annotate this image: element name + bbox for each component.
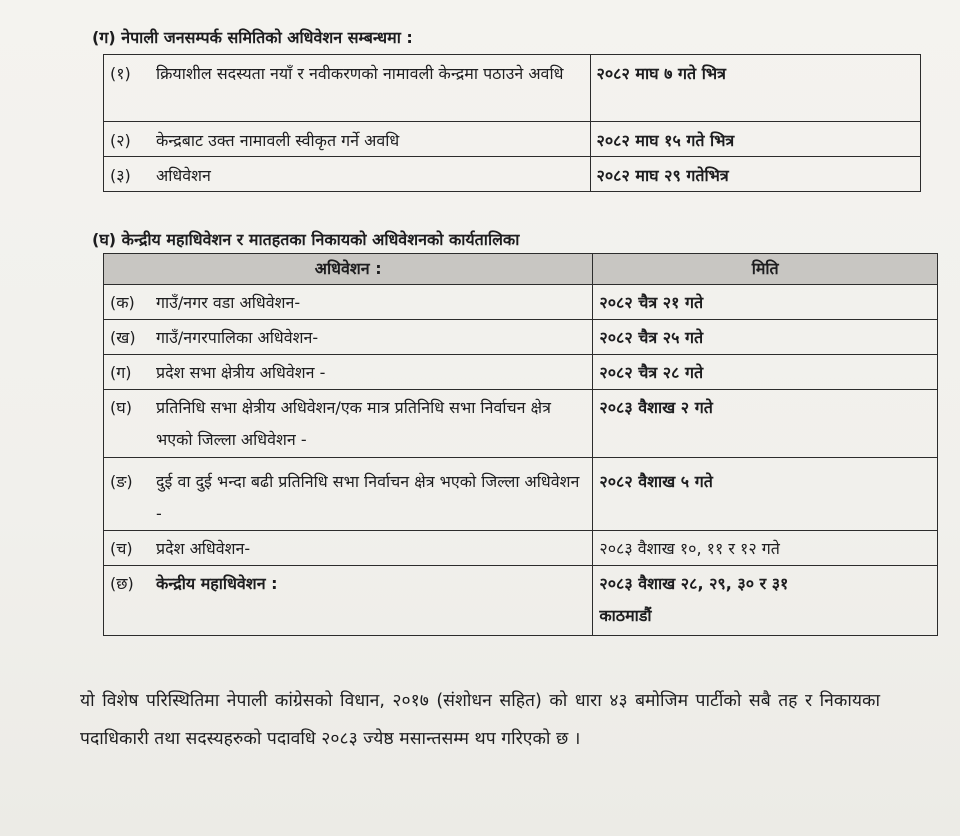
table-row — [104, 531, 938, 566]
activity-cell — [104, 458, 593, 531]
row-text: प्रतिनिधि सभा क्षेत्रीय अधिवेशन/एक मात्र प्रतिनिधि सभा निर्वाचन क्षेत्र भएको जिल्ला अधिवेशन - — [156, 398, 551, 449]
table-row — [104, 390, 938, 458]
row-text: क्रियाशील सदस्यता नयाँ र नवीकरणको नामावली केन्द्रमा पठाउने अवधि — [156, 64, 564, 83]
date-cell: २०८३ वैशाख १०, ११ र १२ गते — [593, 531, 938, 566]
section-gh-heading: (घ) केन्द्रीय महाधिवेशन र मातहतका निकायको अधिवेशनको कार्यतालिका — [92, 230, 520, 249]
extension-notice-paragraph: यो विशेष परिस्थितिमा नेपाली कांग्रेसको विधान, २०१७ (संशोधन सहित) को धारा ४३ बमोजिम पार्टीको सबै तह र निकायका पदाधिकारी तथा सदस्यहरुको पदावधि २०८३ ज्येष्ठ मसान्तसम्म थप गरिएको छ । — [80, 691, 880, 749]
row-number: (ग) — [110, 363, 132, 382]
activity-cell — [104, 157, 591, 192]
activity-cell — [104, 285, 593, 320]
row-text: गाउँ/नगरपालिका अधिवेशन- — [156, 328, 319, 347]
row-number: (१) — [110, 64, 131, 83]
row-text: अधिवेशन — [156, 166, 211, 185]
date-cell: २०८२ चैत्र २१ गते — [593, 285, 938, 320]
date-cell: २०८२ चैत्र २५ गते — [593, 320, 938, 355]
row-number: (३) — [110, 166, 131, 185]
activity-cell — [104, 355, 593, 390]
row-number: (च) — [110, 539, 133, 558]
row-number: (क) — [110, 293, 135, 312]
activity-cell — [104, 55, 591, 122]
venue-line: काठमाडौं — [599, 606, 652, 625]
section-g-heading: (ग) नेपाली जनसम्पर्क समितिको अधिवेशन सम्बन्धमा : — [92, 28, 413, 47]
row-number: (छ) — [110, 574, 134, 593]
activity-cell — [104, 531, 593, 566]
table-row — [104, 320, 938, 355]
date-cell: २०८२ माघ १५ गते भित्र — [590, 122, 920, 157]
row-text: केन्द्रीय महाधिवेशन : — [156, 574, 278, 593]
row-text: प्रदेश सभा क्षेत्रीय अधिवेशन - — [156, 363, 326, 382]
row-text: प्रदेश अधिवेशन- — [156, 539, 251, 558]
activity-cell — [104, 320, 593, 355]
header-activity: अधिवेशन : — [104, 254, 593, 285]
table-row — [104, 566, 938, 636]
row-text: केन्द्रबाट उक्त नामावली स्वीकृत गर्ने अवधि — [156, 131, 400, 150]
date-cell: २०८३ वैशाख २ गते — [593, 390, 938, 458]
table-row — [104, 458, 938, 531]
table-header-row — [104, 254, 938, 285]
section-g-table — [103, 54, 921, 192]
date-cell: २०८२ वैशाख ५ गते — [593, 458, 938, 531]
table-row — [104, 285, 938, 320]
row-text: गाउँ/नगर वडा अधिवेशन- — [156, 293, 301, 312]
table-row — [104, 55, 921, 122]
header-date: मिति — [593, 254, 938, 285]
row-text: दुई वा दुई भन्दा बढी प्रतिनिधि सभा निर्वाचन क्षेत्र भएको जिल्ला अधिवेशन - — [156, 472, 580, 523]
activity-cell — [104, 390, 593, 458]
activity-cell — [104, 122, 591, 157]
date-cell: २०८२ चैत्र २८ गते — [593, 355, 938, 390]
row-number: (२) — [110, 131, 131, 150]
date-cell: २०८२ माघ ७ गते भित्र — [590, 55, 920, 122]
date-line: २०८३ वैशाख २८, २९, ३० र ३१ — [599, 574, 789, 593]
table-row — [104, 355, 938, 390]
date-cell — [593, 566, 938, 636]
row-number: (ङ) — [110, 472, 133, 491]
table-row — [104, 157, 921, 192]
date-cell: २०८२ माघ २९ गतेभित्र — [590, 157, 920, 192]
row-number: (ख) — [110, 328, 136, 347]
row-number: (घ) — [110, 398, 132, 417]
activity-cell — [104, 566, 593, 636]
schedule-table — [103, 253, 938, 636]
table-row — [104, 122, 921, 157]
